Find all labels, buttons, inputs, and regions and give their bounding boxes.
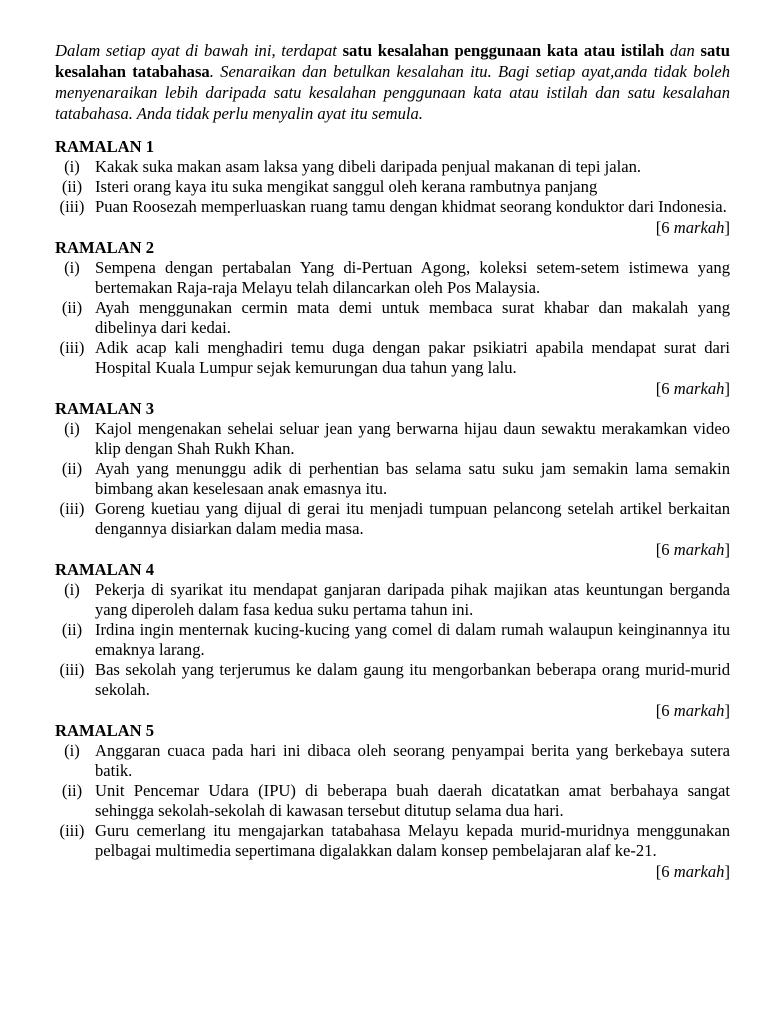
- item-text: Ayah yang menunggu adik di perhentian bas selama satu suku jam semakin lama semakin bimbang akan keselesaan anak emasnya itu.: [95, 459, 730, 498]
- section-ramalan-2: [55, 238, 730, 399]
- marks-close: ]: [724, 862, 730, 881]
- marks-close: ]: [724, 701, 730, 720]
- marks-open: [6: [655, 862, 674, 881]
- marks-word: markah: [673, 379, 725, 398]
- item-number: (i): [64, 258, 80, 277]
- marks-label: [55, 539, 730, 560]
- marks-open: [6: [655, 218, 674, 237]
- list-item: [55, 258, 730, 298]
- item-text: Sempena dengan pertabalan Yang di-Pertuan Agong, koleksi setem-setem istimewa yang bertemakan Raja-raja Melayu telah dilancarkan oleh Pos Malaysia.: [95, 258, 730, 297]
- intro-text-2: dan: [664, 41, 701, 60]
- item-number: (ii): [61, 459, 83, 478]
- marks-word: markah: [673, 540, 725, 559]
- marks-label: [55, 378, 730, 399]
- item-text: Irdina ingin menternak kucing-kucing yang comel di dalam rumah walaupun keinginannya itu emaknya larang.: [95, 620, 730, 659]
- item-number: (iii): [59, 338, 85, 357]
- section-ramalan-1: [55, 137, 730, 238]
- item-text: Bas sekolah yang terjerumus ke dalam gaung itu mengorbankan beberapa orang murid-murid sekolah.: [95, 660, 730, 699]
- list-item: [55, 157, 730, 177]
- item-number: (i): [64, 419, 80, 438]
- list-item: [55, 580, 730, 620]
- item-number: (iii): [59, 499, 85, 518]
- item-text: Kakak suka makan asam laksa yang dibeli daripada penjual makanan di tepi jalan.: [95, 157, 642, 176]
- section-title: RAMALAN 3: [55, 399, 155, 418]
- list-item: [55, 197, 730, 217]
- item-number: (i): [64, 157, 80, 176]
- intro-text-3: . Senaraikan dan betulkan kesalahan itu. Bagi setiap ayat,anda tidak boleh menyenaraikan lebih daripada satu kesalahan penggunaan kata atau istilah dan satu kesalahan tatabahasa. Anda tidak perlu menyalin ayat itu semula.: [55, 62, 731, 123]
- item-text: Ayah menggunakan cermin mata demi untuk membaca surat khabar dan makalah yang dibelinya dari kedai.: [95, 298, 730, 337]
- intro-text-1: Dalam setiap ayat di bawah ini, terdapat: [55, 41, 343, 60]
- section-title: RAMALAN 1: [55, 137, 155, 156]
- section-title: RAMALAN 2: [55, 238, 155, 257]
- section-ramalan-3: [55, 399, 730, 560]
- marks-label: [55, 861, 730, 882]
- marks-label: [55, 700, 730, 721]
- marks-word: markah: [673, 701, 725, 720]
- marks-word: markah: [673, 862, 725, 881]
- marks-open: [6: [655, 540, 674, 559]
- list-item: [55, 499, 730, 539]
- item-text: Unit Pencemar Udara (IPU) di beberapa buah daerah dicatatkan amat berbahaya sangat sehingga sekolah-sekolah di kawasan tersebut ditutup selama dua hari.: [95, 781, 730, 820]
- item-number: (ii): [61, 620, 83, 639]
- list-item: [55, 781, 730, 821]
- item-number: (ii): [61, 781, 83, 800]
- section-ramalan-4: [55, 560, 730, 721]
- section-title: RAMALAN 4: [55, 560, 155, 579]
- item-number: (iii): [59, 660, 85, 679]
- list-item: [55, 741, 730, 781]
- section-ramalan-5: [55, 721, 730, 882]
- list-item: [55, 177, 730, 197]
- list-item: [55, 419, 730, 459]
- marks-label: [55, 217, 730, 238]
- section-title: RAMALAN 5: [55, 721, 155, 740]
- intro-bold-2: satu kesalahan tatabahasa: [55, 41, 730, 81]
- item-number: (ii): [61, 177, 83, 196]
- marks-word: markah: [673, 218, 725, 237]
- intro-bold-1: satu kesalahan penggunaan kata atau istilah: [342, 41, 665, 60]
- marks-close: ]: [724, 540, 730, 559]
- list-item: [55, 459, 730, 499]
- marks-open: [6: [655, 379, 674, 398]
- item-text: Kajol mengenakan sehelai seluar jean yang berwarna hijau daun sewaktu merakamkan video klip dengan Shah Rukh Khan.: [95, 419, 730, 458]
- item-text: Goreng kuetiau yang dijual di gerai itu menjadi tumpuan pelancong setelah artikel berkaitan dengannya disiarkan dalam media masa.: [95, 499, 730, 538]
- item-text: Isteri orang kaya itu suka mengikat sanggul oleh kerana rambutnya panjang: [95, 177, 598, 196]
- list-item: [55, 821, 730, 861]
- item-number: (i): [64, 580, 80, 599]
- item-number: (iii): [59, 821, 85, 840]
- marks-open: [6: [655, 701, 674, 720]
- marks-close: ]: [724, 379, 730, 398]
- list-item: [55, 660, 730, 700]
- item-text: Pekerja di syarikat itu mendapat ganjaran daripada pihak majikan atas keuntungan berganda yang diperoleh dalam fasa kedua suku pertama tahun ini.: [95, 580, 730, 619]
- item-text: Guru cemerlang itu mengajarkan tatabahasa Melayu kepada murid-muridnya menggunakan pelbagai multimedia sepertimana digalakkan dalam konsep pembelajaran alaf ke-21.: [95, 821, 730, 860]
- item-text: Puan Roosezah memperluaskan ruang tamu dengan khidmat seorang konduktor dari Indonesia.: [95, 197, 727, 216]
- marks-close: ]: [724, 218, 730, 237]
- list-item: [55, 620, 730, 660]
- item-number: (iii): [59, 197, 85, 216]
- item-text: Anggaran cuaca pada hari ini dibaca oleh seorang penyampai berita yang berkebaya sutera batik.: [95, 741, 730, 780]
- list-item: [55, 298, 730, 338]
- item-number: (i): [64, 741, 80, 760]
- item-number: (ii): [61, 298, 83, 317]
- item-text: Adik acap kali menghadiri temu duga dengan pakar psikiatri apabila mendapat surat dari Hospital Kuala Lumpur sejak kemurungan dua tahun yang lalu.: [95, 338, 730, 377]
- instructions-paragraph: [55, 40, 730, 124]
- list-item: [55, 338, 730, 378]
